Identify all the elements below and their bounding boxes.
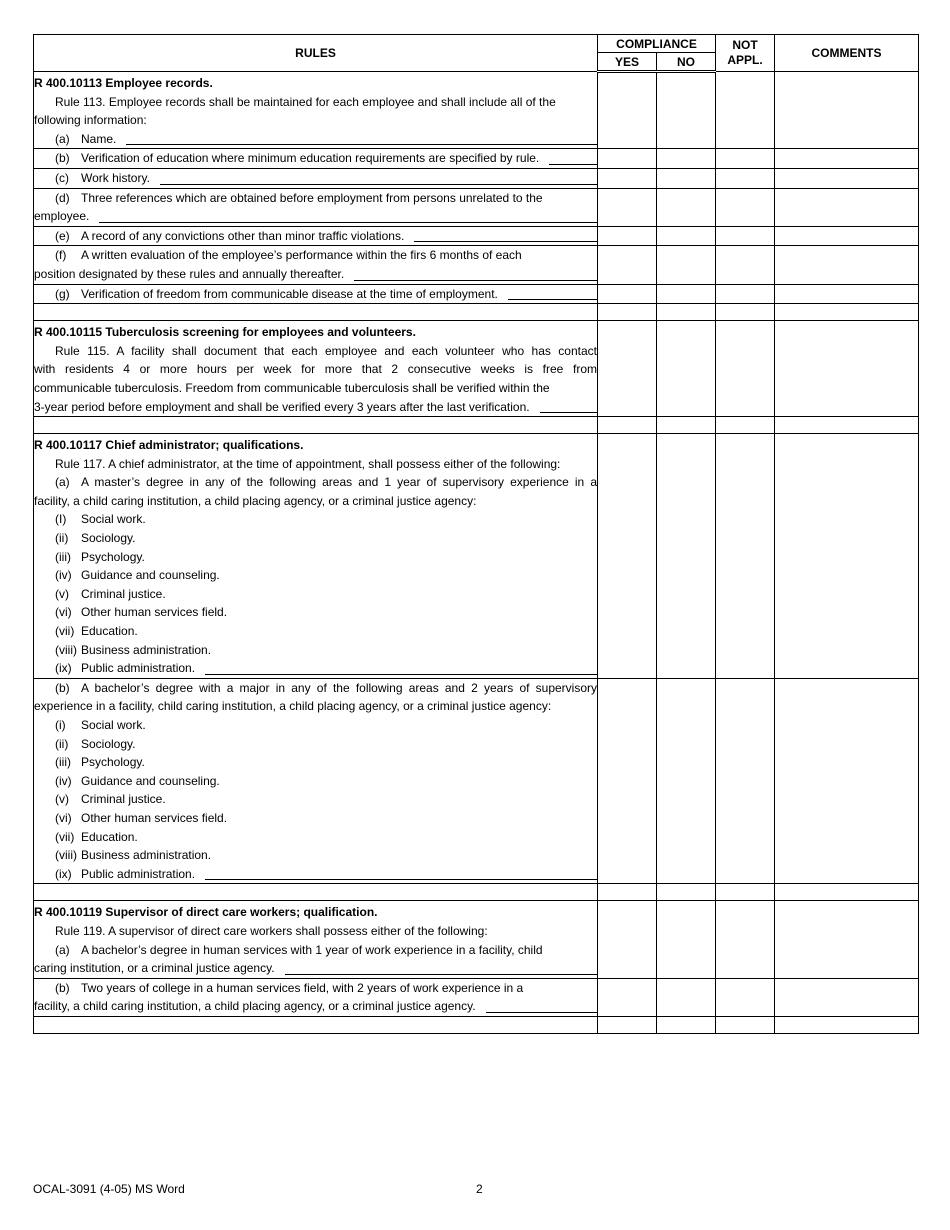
answer-line[interactable] (354, 279, 597, 281)
comments-cell[interactable] (775, 226, 919, 246)
na-checkbox-cell[interactable] (716, 188, 775, 226)
list-item: (vi) Other human services field. (55, 810, 228, 825)
list-item: (vi) Other human services field. (55, 605, 228, 620)
no-checkbox-cell[interactable] (657, 188, 716, 226)
list-item: (ix) Public administration. (34, 659, 597, 678)
answer-line[interactable] (285, 973, 597, 975)
yes-checkbox-cell[interactable] (598, 226, 657, 246)
item-d-cont: employee. (34, 207, 597, 226)
na-checkbox-cell[interactable] (716, 434, 775, 679)
answer-line[interactable] (126, 143, 597, 145)
page-number: 2 (476, 1182, 483, 1196)
rule-row (34, 434, 919, 679)
degree-area-list (34, 716, 597, 883)
rule-text (34, 168, 598, 188)
rule-title: R 400.10115 Tuberculosis screening for employees and volunteers. (34, 325, 416, 340)
rule-title: R 400.10117 Chief administrator; qualifications. (34, 438, 304, 453)
list-item: (ii) Sociology. (55, 736, 136, 751)
comments-cell[interactable] (775, 678, 919, 884)
list-item: (i) Social work. (55, 718, 146, 732)
rule-row (34, 246, 919, 284)
rule-row (34, 321, 919, 417)
item-b-cont: facility, a child caring institution, a child placing agency, or a criminal justice agency. (34, 997, 597, 1016)
na-checkbox-cell[interactable] (716, 284, 775, 304)
list-item: (iv) Guidance and counseling. (55, 568, 220, 583)
no-checkbox-cell[interactable] (657, 149, 716, 169)
answer-line[interactable] (99, 221, 597, 223)
comments-cell[interactable] (775, 901, 919, 978)
item-g: (g) Verification of freedom from communicable disease at the time of employment. (34, 285, 597, 304)
yes-checkbox-cell[interactable] (598, 978, 657, 1016)
rule-text (34, 149, 598, 169)
item-a: (a) Name. (34, 130, 597, 149)
rule-row (34, 149, 919, 169)
rule-title: R 400.10113 Employee records. (34, 76, 213, 90)
yes-checkbox-cell[interactable] (598, 434, 657, 679)
na-checkbox-cell[interactable] (716, 226, 775, 246)
answer-line[interactable] (414, 240, 597, 242)
comments-cell[interactable] (775, 149, 919, 169)
rule-text (34, 434, 598, 679)
rule-row (34, 901, 919, 978)
no-header: NO (657, 53, 716, 72)
comments-header: COMMENTS (775, 35, 919, 72)
answer-line[interactable] (160, 183, 597, 185)
item-f-cont: position designated by these rules and annually thereafter. (34, 265, 597, 284)
item-a: (a) A bachelor’s degree in human services with 1 year of work experience in a facility, child (55, 942, 543, 957)
na-checkbox-cell[interactable] (716, 978, 775, 1016)
item-b: (b) A bachelor’s degree with a major in any of the following areas and 2 years of supervisory (55, 680, 597, 695)
na-checkbox-cell[interactable] (716, 72, 775, 149)
answer-line[interactable] (540, 411, 597, 413)
rule-text (34, 678, 598, 884)
list-item: (viii) Business administration. (55, 642, 212, 657)
na-checkbox-cell[interactable] (716, 321, 775, 417)
comments-cell[interactable] (775, 978, 919, 1016)
rule-intro: Rule 117. A chief administrator, at the time of appointment, shall possess either of the following: (55, 456, 561, 471)
rule-text (34, 226, 598, 246)
compliance-header: COMPLIANCE (598, 35, 716, 53)
yes-checkbox-cell[interactable] (598, 149, 657, 169)
na-checkbox-cell[interactable] (716, 149, 775, 169)
no-checkbox-cell[interactable] (657, 978, 716, 1016)
rule-row (34, 72, 919, 149)
comments-cell[interactable] (775, 168, 919, 188)
list-item: (ix) Public administration. (34, 865, 597, 884)
item-d: (d) Three references which are obtained before employment from persons unrelated to the (55, 190, 543, 205)
rule-text (34, 284, 598, 304)
rule-row (34, 978, 919, 1016)
list-item: (ii) Sociology. (55, 531, 136, 546)
comments-cell[interactable] (775, 434, 919, 679)
na-checkbox-cell[interactable] (716, 246, 775, 284)
rule-text (34, 72, 598, 149)
list-item: (v) Criminal justice. (55, 586, 166, 601)
comments-cell[interactable] (775, 246, 919, 284)
form-id: OCAL-3091 (4-05) MS Word (33, 1182, 185, 1196)
no-checkbox-cell[interactable] (657, 246, 716, 284)
no-checkbox-cell[interactable] (657, 72, 716, 149)
rule-intro-cont: following information: (34, 113, 147, 128)
list-item: (iii) Psychology. (55, 549, 145, 564)
yes-checkbox-cell[interactable] (598, 321, 657, 417)
answer-line[interactable] (508, 298, 597, 300)
item-f: (f) A written evaluation of the employee’s performance within the firs 6 months of each (55, 248, 522, 263)
spacer-row (34, 884, 919, 901)
answer-line[interactable] (549, 163, 597, 165)
item-a-cont: facility, a child caring institution, a child placing agency, or a criminal justice agency: (34, 493, 477, 508)
no-checkbox-cell[interactable] (657, 226, 716, 246)
item-b-cont: experience in a facility, child caring institution, a child placing agency, or a criminal justice agency: (34, 699, 552, 714)
list-item: (I) Social work. (55, 512, 146, 527)
spacer-row (34, 304, 919, 321)
yes-header: YES (598, 53, 657, 72)
rule-row (34, 168, 919, 188)
item-a-cont: caring institution, or a criminal justice agency. (34, 959, 597, 978)
list-item: (iii) Psychology. (55, 755, 145, 770)
na-checkbox-cell[interactable] (716, 168, 775, 188)
yes-checkbox-cell[interactable] (598, 678, 657, 884)
rule-row (34, 678, 919, 884)
item-b: (b) Two years of college in a human services field, with 2 years of work experience in a (55, 980, 524, 995)
rule-intro: Rule 113. Employee records shall be maintained for each employee and shall include all of the (55, 94, 556, 109)
yes-checkbox-cell[interactable] (598, 284, 657, 304)
rule-body-line: with residents 4 or more hours per week for more that 2 consecutive weeks is free from (34, 362, 597, 377)
rule-text (34, 321, 598, 417)
spacer-row (34, 417, 919, 434)
list-item: (vii) Education. (55, 829, 138, 844)
comments-cell[interactable] (775, 72, 919, 149)
yes-checkbox-cell[interactable] (598, 168, 657, 188)
no-checkbox-cell[interactable] (657, 284, 716, 304)
list-item: (vii) Education. (55, 624, 138, 639)
na-checkbox-cell[interactable] (716, 678, 775, 884)
comments-cell[interactable] (775, 188, 919, 226)
item-a: (a) A master’s degree in any of the following areas and 1 year of supervisory experience in a (55, 475, 597, 490)
rule-text (34, 978, 598, 1016)
rule-body-line: 3-year period before employment and shall be verified every 3 years after the last verification. (34, 398, 597, 417)
answer-line[interactable] (205, 878, 597, 880)
spacer-row (34, 1016, 919, 1033)
comments-cell[interactable] (775, 321, 919, 417)
rule-intro: Rule 119. A supervisor of direct care workers shall possess either of the following: (55, 923, 488, 938)
item-c: (c) Work history. (34, 169, 597, 188)
no-checkbox-cell[interactable] (657, 678, 716, 884)
rule-row (34, 226, 919, 246)
no-checkbox-cell[interactable] (657, 168, 716, 188)
rules-header: RULES (34, 35, 598, 72)
rule-body-line: Rule 115. A facility shall document that each employee and each volunteer who has contact (55, 343, 597, 358)
comments-cell[interactable] (775, 284, 919, 304)
rule-text (34, 901, 598, 978)
list-item: (iv) Guidance and counseling. (55, 773, 220, 788)
no-checkbox-cell[interactable] (657, 321, 716, 417)
item-b: (b) Verification of education where minimum education requirements are specified by rule. (34, 149, 597, 168)
yes-checkbox-cell[interactable] (598, 72, 657, 149)
list-item: (v) Criminal justice. (55, 792, 166, 807)
no-checkbox-cell[interactable] (657, 901, 716, 978)
rule-body-line: communicable tuberculosis. Freedom from communicable tuberculosis shall be verified within the (34, 380, 550, 395)
na-checkbox-cell[interactable] (716, 901, 775, 978)
item-e: (e) A record of any convictions other than minor traffic violations. (34, 227, 597, 246)
rule-row (34, 284, 919, 304)
not-appl-header: NOT APPL. (716, 35, 775, 72)
rule-row (34, 188, 919, 226)
rule-text (34, 188, 598, 226)
yes-checkbox-cell[interactable] (598, 188, 657, 226)
compliance-table (33, 34, 919, 1034)
no-checkbox-cell[interactable] (657, 434, 716, 679)
rule-text (34, 246, 598, 284)
answer-line[interactable] (205, 673, 597, 675)
degree-area-list (34, 510, 597, 677)
rule-title: R 400.10119 Supervisor of direct care workers; qualification. (34, 905, 378, 920)
yes-checkbox-cell[interactable] (598, 246, 657, 284)
yes-checkbox-cell[interactable] (598, 901, 657, 978)
list-item: (viii) Business administration. (55, 848, 212, 863)
answer-line[interactable] (486, 1011, 597, 1013)
